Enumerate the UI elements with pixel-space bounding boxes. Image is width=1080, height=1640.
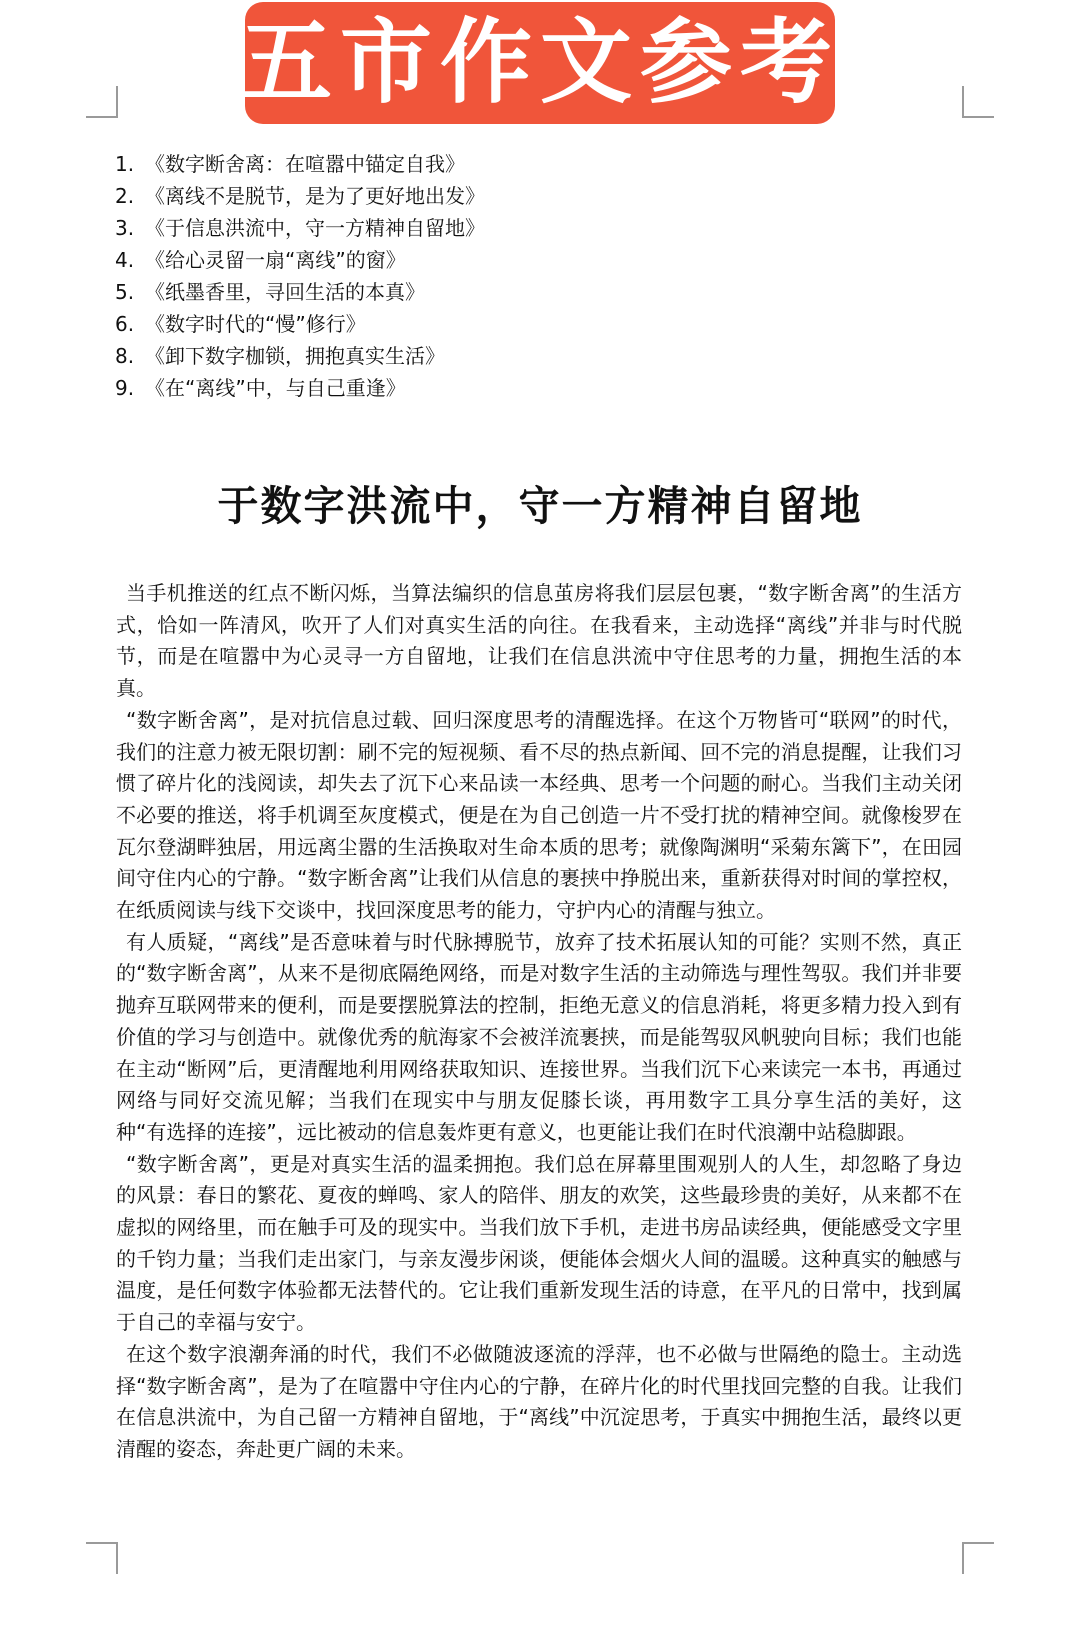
paragraph: 在这个数字浪潮奔涌的时代，我们不必做随波逐流的浮萍，也不必做与世隔绝的隐士。主动选择“数字断舍离”，是为了在喧嚣中守住内心的宁静，在碎片化的时代里找回完整的自我。让我们在信息洪流中，为自己留一方精神自留地，于“离线”中沉淀思考，于真实中拥抱生活，最终以更清醒的姿态，奔赴更广阔的未来。 <box>116 1341 962 1461</box>
corner-mark-bottom-left <box>86 1542 118 1574</box>
list-item-number: 3. <box>115 216 135 240</box>
corner-mark-top-left <box>86 86 118 118</box>
list-item-number: 6. <box>115 312 135 336</box>
list-item-text: 《纸墨香里，寻回生活的本真》 <box>145 280 425 304</box>
list-item-text: 《数字断舍离：在喧嚣中锚定自我》 <box>145 152 465 176</box>
list-item-number: 1. <box>115 152 135 176</box>
article-title: 于数字洪流中，守一方精神自留地 <box>217 482 863 530</box>
list-item-number: 5. <box>115 280 135 304</box>
list-item <box>115 372 485 404</box>
list-item-number: 9. <box>115 376 135 400</box>
list-item <box>115 308 485 340</box>
list-item <box>115 212 485 244</box>
list-item-number: 4. <box>115 248 135 272</box>
list-item <box>115 148 485 180</box>
paragraph: 有人质疑，“离线”是否意味着与时代脉搏脱节，放弃了技术拓展认知的可能？实则不然，真正的“数字断舍离”，从来不是彻底隔绝网络，而是对数字生活的主动筛选与理性驾驭。我们并非要抛弃互联网带来的便利，而是要摆脱算法的控制，拒绝无意义的信息消耗，将更多精力投入到有价值的学习与创造中。就像优秀的航海家不会被洋流裹挟，而是能驾驭风帆驶向目标；我们也能在主动“断网”后，更清醒地利用网络获取知识、连接世界。当我们沉下心来读完一本书，再通过网络与同好交流见解；当我们在现实中与朋友促膝长谈，再用数字工具分享生活的美好，这种“有选择的连接”，远比被动的信息轰炸更有意义，也更能让我们在时代浪潮中站稳脚跟。 <box>116 929 962 1144</box>
list-item <box>115 340 485 372</box>
essay-title-list <box>115 148 485 404</box>
paragraph: “数字断舍离”，更是对真实生活的温柔拥抱。我们总在屏幕里围观别人的人生，却忽略了身边的风景：春日的繁花、夏夜的蝉鸣、家人的陪伴、朋友的欢笑，这些最珍贵的美好，从来都不在虚拟的网络里，而在触手可及的现实中。当我们放下手机，走进书房品读经典，便能感受文字里的千钧力量；当我们走出家门，与亲友漫步闲谈，便能体会烟火人间的温暖。这种真实的触感与温度，是任何数字体验都无法替代的。它让我们重新发现生活的诗意，在平凡的日常中，找到属于自己的幸福与安宁。 <box>116 1151 962 1335</box>
list-item-number: 2. <box>115 184 135 208</box>
corner-mark-bottom-right <box>962 1542 994 1574</box>
list-item-text: 《于信息洪流中，守一方精神自留地》 <box>145 216 485 240</box>
list-item <box>115 276 485 308</box>
list-item-text: 《数字时代的“慢”修行》 <box>145 312 366 336</box>
list-item <box>115 180 485 212</box>
corner-mark-top-right <box>962 86 994 118</box>
list-item-text: 《卸下数字枷锁，拥抱真实生活》 <box>145 344 445 368</box>
list-item-text: 《离线不是脱节，是为了更好地出发》 <box>145 184 485 208</box>
list-item-number: 8. <box>115 344 135 368</box>
article-body <box>116 578 962 1466</box>
list-item <box>115 244 485 276</box>
list-item-text: 《给心灵留一扇“离线”的窗》 <box>145 248 406 272</box>
paragraph: 当手机推送的红点不断闪烁，当算法编织的信息茧房将我们层层包裹，“数字断舍离”的生活方式，恰如一阵清风，吹开了人们对真实生活的向往。在我看来，主动选择“离线”并非与时代脱节，而是在喧嚣中为心灵寻一方自留地，让我们在信息洪流中守住思考的力量，拥抱生活的本真。 <box>116 581 962 701</box>
paragraph: “数字断舍离”，是对抗信息过载、回归深度思考的清醒选择。在这个万物皆可“联网”的时代，我们的注意力被无限切割：刷不完的短视频、看不尽的热点新闻、回不完的消息提醒，让我们习惯了碎片化的浅阅读，却失去了沉下心来品读一本经典、思考一个问题的耐心。当我们主动关闭不必要的推送，将手机调至灰度模式，便是在为自己创造一片不受打扰的精神空间。就像梭罗在瓦尔登湖畔独居，用远离尘嚣的生活换取对生命本质的思考；就像陶渊明“采菊东篱下”，在田园间守住内心的宁静。“数字断舍离”让我们从信息的裹挟中挣脱出来，重新获得对时间的掌控权，在纸质阅读与线下交谈中，找回深度思考的能力，守护内心的清醒与独立。 <box>116 707 962 923</box>
banner-title: 五市作文参考 <box>240 9 841 116</box>
title-banner <box>240 2 841 124</box>
list-item-text: 《在“离线”中，与自己重逢》 <box>145 376 406 400</box>
